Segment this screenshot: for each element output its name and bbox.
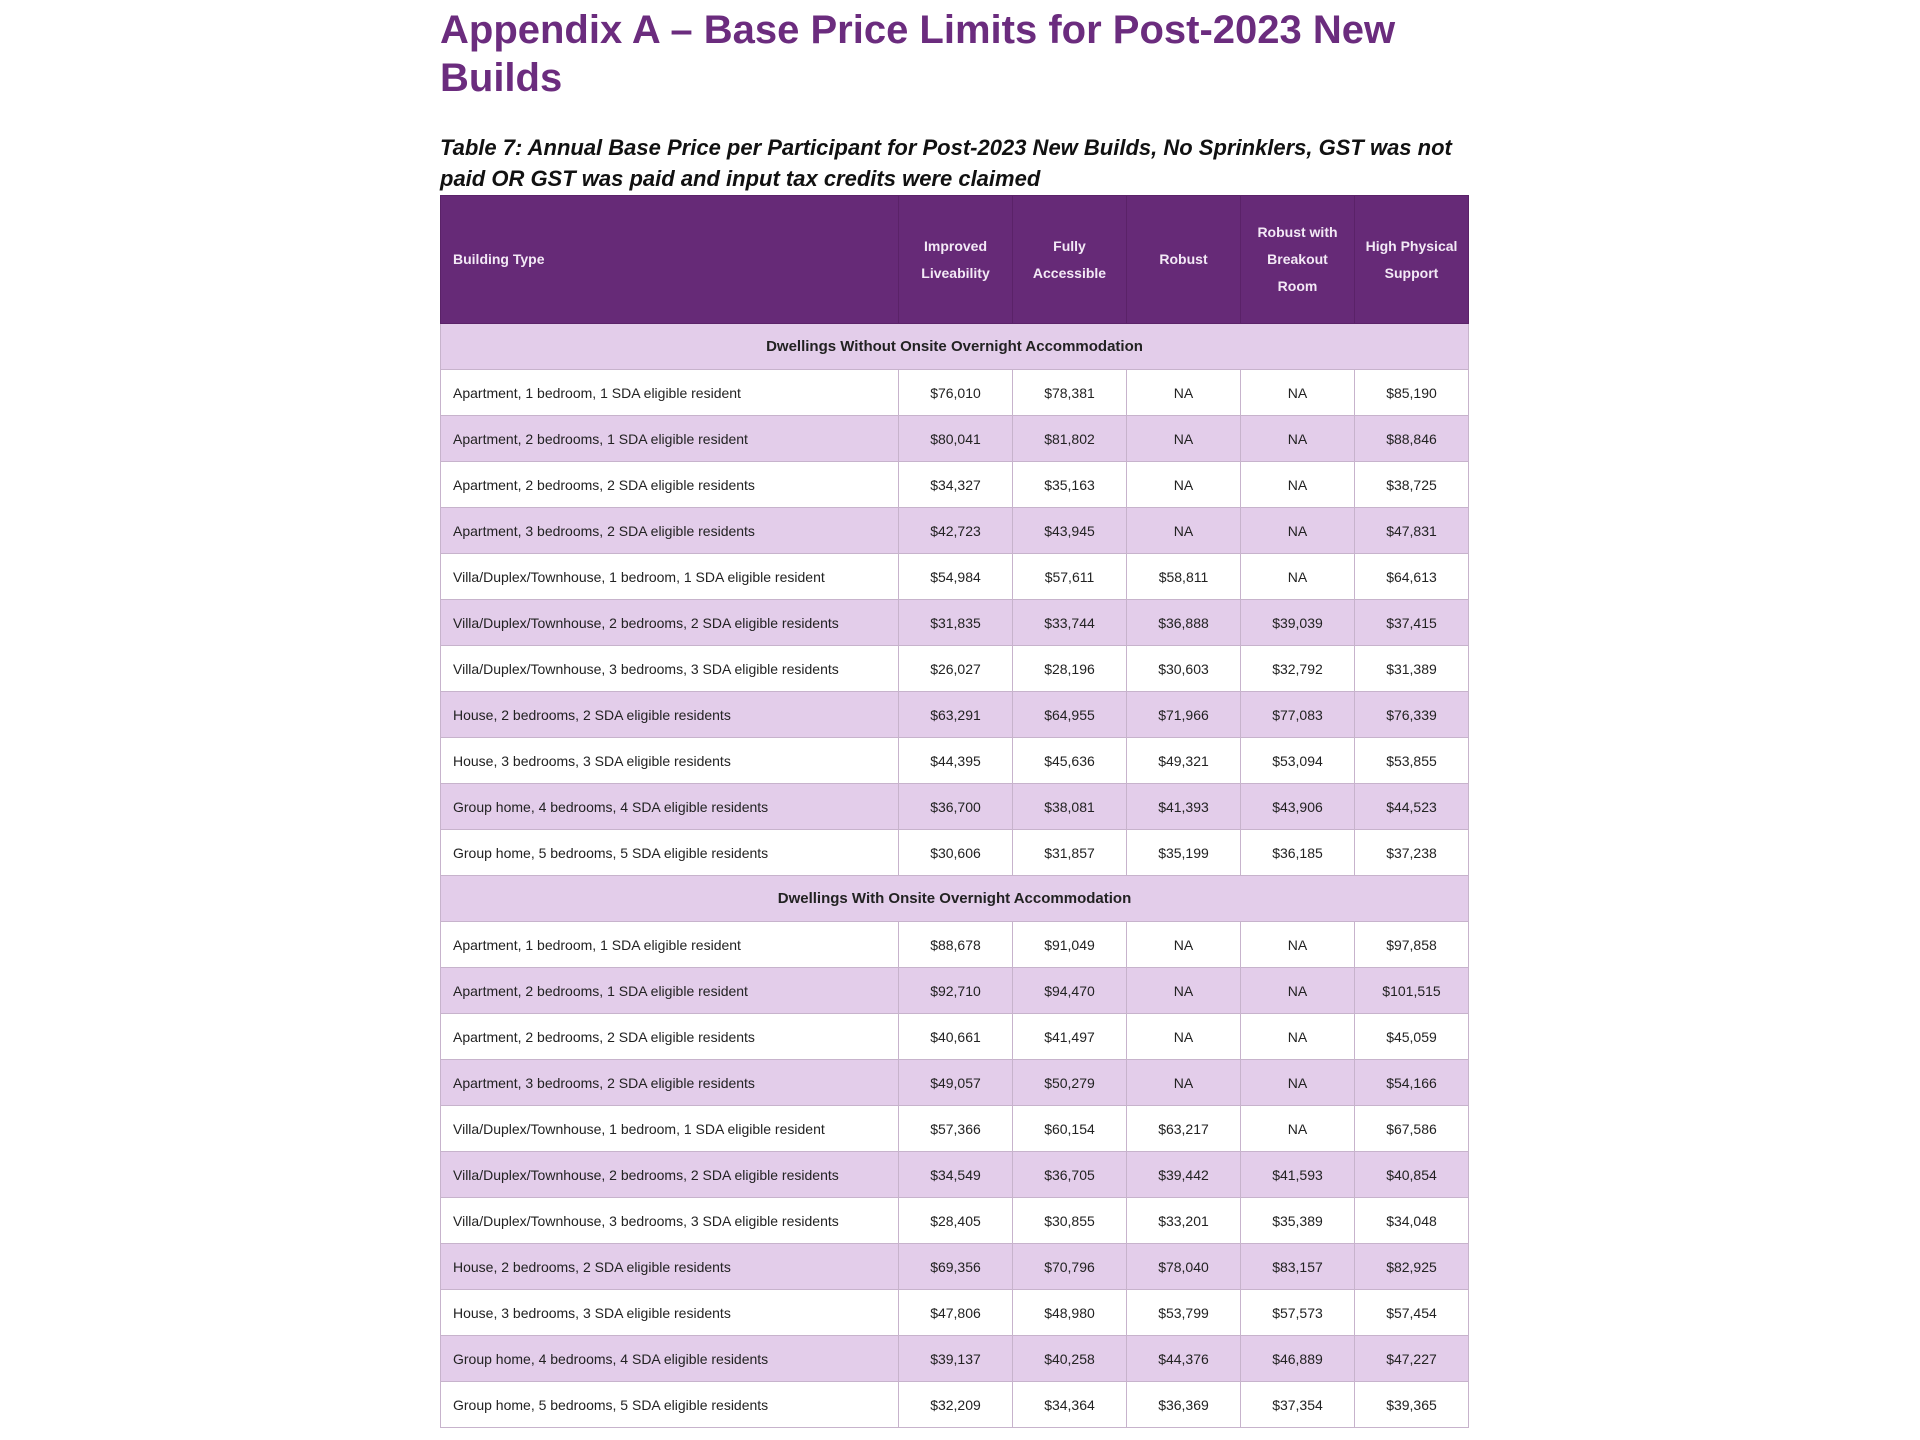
price-cell: $37,354: [1241, 1382, 1355, 1428]
table-row: [441, 1152, 1469, 1198]
price-cell: $45,059: [1355, 1014, 1469, 1060]
table-row: [441, 600, 1469, 646]
price-cell: $33,744: [1013, 600, 1127, 646]
price-cell: $60,154: [1013, 1106, 1127, 1152]
price-cell: NA: [1127, 1014, 1241, 1060]
price-cell: NA: [1127, 462, 1241, 508]
price-cell: $57,454: [1355, 1290, 1469, 1336]
price-cell: $38,081: [1013, 784, 1127, 830]
table-row: [441, 830, 1469, 876]
price-cell: $70,796: [1013, 1244, 1127, 1290]
price-cell: $35,163: [1013, 462, 1127, 508]
price-cell: NA: [1241, 416, 1355, 462]
price-cell: $64,955: [1013, 692, 1127, 738]
price-cell: NA: [1127, 1060, 1241, 1106]
table-row: [441, 784, 1469, 830]
price-cell: $40,258: [1013, 1336, 1127, 1382]
price-cell: $35,199: [1127, 830, 1241, 876]
price-cell: $57,366: [899, 1106, 1013, 1152]
price-cell: $69,356: [899, 1244, 1013, 1290]
table-body: [441, 324, 1469, 1428]
price-cell: $49,321: [1127, 738, 1241, 784]
building-type-cell: Apartment, 3 bedrooms, 2 SDA eligible residents: [441, 508, 899, 554]
price-cell: $36,705: [1013, 1152, 1127, 1198]
price-cell: $58,811: [1127, 554, 1241, 600]
price-cell: NA: [1241, 554, 1355, 600]
table-row: [441, 692, 1469, 738]
price-cell: $53,094: [1241, 738, 1355, 784]
table-row: [441, 738, 1469, 784]
section-title: Dwellings With Onsite Overnight Accommodation: [441, 876, 1469, 922]
price-cell: NA: [1127, 370, 1241, 416]
price-cell: $71,966: [1127, 692, 1241, 738]
table-row: [441, 1014, 1469, 1060]
building-type-cell: House, 3 bedrooms, 3 SDA eligible residents: [441, 738, 899, 784]
table-row: [441, 968, 1469, 1014]
table-row: [441, 1106, 1469, 1152]
price-cell: NA: [1241, 1060, 1355, 1106]
table-row: [441, 646, 1469, 692]
price-cell: $31,835: [899, 600, 1013, 646]
price-cell: $53,799: [1127, 1290, 1241, 1336]
price-cell: $57,573: [1241, 1290, 1355, 1336]
price-cell: NA: [1241, 968, 1355, 1014]
section-header-row: [441, 876, 1469, 922]
price-cell: $35,389: [1241, 1198, 1355, 1244]
price-cell: $41,497: [1013, 1014, 1127, 1060]
price-cell: $44,523: [1355, 784, 1469, 830]
price-cell: $41,593: [1241, 1152, 1355, 1198]
price-cell: $36,700: [899, 784, 1013, 830]
base-price-table: [440, 195, 1469, 1428]
building-type-cell: Group home, 4 bedrooms, 4 SDA eligible residents: [441, 1336, 899, 1382]
building-type-cell: Villa/Duplex/Townhouse, 2 bedrooms, 2 SDA eligible residents: [441, 1152, 899, 1198]
price-cell: $94,470: [1013, 968, 1127, 1014]
price-cell: $92,710: [899, 968, 1013, 1014]
price-cell: $33,201: [1127, 1198, 1241, 1244]
price-cell: $36,888: [1127, 600, 1241, 646]
building-type-cell: Apartment, 2 bedrooms, 2 SDA eligible residents: [441, 462, 899, 508]
building-type-cell: House, 2 bedrooms, 2 SDA eligible residents: [441, 692, 899, 738]
table-row: [441, 922, 1469, 968]
price-cell: NA: [1241, 922, 1355, 968]
table-row: [441, 1382, 1469, 1428]
building-type-cell: Group home, 4 bedrooms, 4 SDA eligible residents: [441, 784, 899, 830]
price-cell: $50,279: [1013, 1060, 1127, 1106]
price-cell: $43,945: [1013, 508, 1127, 554]
table-row: [441, 1290, 1469, 1336]
price-cell: $91,049: [1013, 922, 1127, 968]
price-cell: $81,802: [1013, 416, 1127, 462]
price-cell: NA: [1241, 462, 1355, 508]
price-cell: NA: [1241, 1014, 1355, 1060]
building-type-cell: Villa/Duplex/Townhouse, 1 bedroom, 1 SDA eligible resident: [441, 554, 899, 600]
price-cell: $37,238: [1355, 830, 1469, 876]
price-cell: $63,291: [899, 692, 1013, 738]
price-cell: $101,515: [1355, 968, 1469, 1014]
price-cell: $31,389: [1355, 646, 1469, 692]
price-cell: $45,636: [1013, 738, 1127, 784]
price-cell: NA: [1241, 1106, 1355, 1152]
price-cell: $30,855: [1013, 1198, 1127, 1244]
price-cell: $44,376: [1127, 1336, 1241, 1382]
price-cell: $39,365: [1355, 1382, 1469, 1428]
price-cell: $78,381: [1013, 370, 1127, 416]
header-row: [441, 196, 1469, 324]
price-cell: $80,041: [899, 416, 1013, 462]
table-row: [441, 1336, 1469, 1382]
header-improved-liveability: Improved Liveability: [899, 196, 1013, 324]
price-cell: $97,858: [1355, 922, 1469, 968]
price-cell: $32,792: [1241, 646, 1355, 692]
header-robust: Robust: [1127, 196, 1241, 324]
header-building-type: Building Type: [441, 196, 899, 324]
building-type-cell: Villa/Duplex/Townhouse, 3 bedrooms, 3 SDA eligible residents: [441, 646, 899, 692]
building-type-cell: Apartment, 1 bedroom, 1 SDA eligible resident: [441, 370, 899, 416]
price-cell: $38,725: [1355, 462, 1469, 508]
price-cell: $31,857: [1013, 830, 1127, 876]
price-cell: NA: [1241, 370, 1355, 416]
price-cell: NA: [1127, 968, 1241, 1014]
price-cell: $34,549: [899, 1152, 1013, 1198]
price-cell: NA: [1127, 508, 1241, 554]
price-cell: $47,806: [899, 1290, 1013, 1336]
table-row: [441, 554, 1469, 600]
building-type-cell: Group home, 5 bedrooms, 5 SDA eligible residents: [441, 1382, 899, 1428]
price-cell: $39,039: [1241, 600, 1355, 646]
table-header: [441, 196, 1469, 324]
section-title: Dwellings Without Onsite Overnight Accommodation: [441, 324, 1469, 370]
price-cell: $28,405: [899, 1198, 1013, 1244]
section-header-row: [441, 324, 1469, 370]
price-cell: $32,209: [899, 1382, 1013, 1428]
price-cell: $34,364: [1013, 1382, 1127, 1428]
price-cell: $63,217: [1127, 1106, 1241, 1152]
price-cell: NA: [1241, 508, 1355, 554]
price-cell: $26,027: [899, 646, 1013, 692]
building-type-cell: Apartment, 2 bedrooms, 1 SDA eligible resident: [441, 416, 899, 462]
price-cell: $34,048: [1355, 1198, 1469, 1244]
price-cell: $53,855: [1355, 738, 1469, 784]
price-cell: $30,606: [899, 830, 1013, 876]
table-row: [441, 1244, 1469, 1290]
price-cell: NA: [1127, 416, 1241, 462]
price-cell: $88,678: [899, 922, 1013, 968]
price-cell: $77,083: [1241, 692, 1355, 738]
price-cell: $64,613: [1355, 554, 1469, 600]
header-high-physical-support: High Physical Support: [1355, 196, 1469, 324]
price-cell: $44,395: [899, 738, 1013, 784]
building-type-cell: Group home, 5 bedrooms, 5 SDA eligible residents: [441, 830, 899, 876]
header-robust-breakout-room: Robust with Breakout Room: [1241, 196, 1355, 324]
price-cell: $88,846: [1355, 416, 1469, 462]
price-cell: $40,661: [899, 1014, 1013, 1060]
price-cell: $48,980: [1013, 1290, 1127, 1336]
price-cell: $39,137: [899, 1336, 1013, 1382]
price-cell: $76,339: [1355, 692, 1469, 738]
price-cell: $67,586: [1355, 1106, 1469, 1152]
price-cell: $54,166: [1355, 1060, 1469, 1106]
building-type-cell: House, 3 bedrooms, 3 SDA eligible residents: [441, 1290, 899, 1336]
price-cell: $47,831: [1355, 508, 1469, 554]
price-cell: $78,040: [1127, 1244, 1241, 1290]
price-cell: $36,369: [1127, 1382, 1241, 1428]
header-fully-accessible: Fully Accessible: [1013, 196, 1127, 324]
price-cell: $82,925: [1355, 1244, 1469, 1290]
price-cell: $42,723: [899, 508, 1013, 554]
price-cell: $40,854: [1355, 1152, 1469, 1198]
table-row: [441, 508, 1469, 554]
table-row: [441, 1060, 1469, 1106]
price-cell: NA: [1127, 922, 1241, 968]
table-caption: Table 7: Annual Base Price per Participant for Post-2023 New Builds, No Sprinklers, GST was not paid OR GST was paid and input tax credits were claimed: [440, 135, 1452, 191]
price-cell: $46,889: [1241, 1336, 1355, 1382]
table-row: [441, 462, 1469, 508]
building-type-cell: Villa/Duplex/Townhouse, 3 bedrooms, 3 SDA eligible residents: [441, 1198, 899, 1244]
building-type-cell: Apartment, 2 bedrooms, 1 SDA eligible resident: [441, 968, 899, 1014]
price-cell: $39,442: [1127, 1152, 1241, 1198]
price-cell: $57,611: [1013, 554, 1127, 600]
price-cell: $54,984: [899, 554, 1013, 600]
building-type-cell: Apartment, 2 bedrooms, 2 SDA eligible residents: [441, 1014, 899, 1060]
table-row: [441, 370, 1469, 416]
building-type-cell: Apartment, 3 bedrooms, 2 SDA eligible residents: [441, 1060, 899, 1106]
price-cell: $36,185: [1241, 830, 1355, 876]
table-row: [441, 416, 1469, 462]
building-type-cell: Apartment, 1 bedroom, 1 SDA eligible resident: [441, 922, 899, 968]
building-type-cell: Villa/Duplex/Townhouse, 1 bedroom, 1 SDA eligible resident: [441, 1106, 899, 1152]
building-type-cell: Villa/Duplex/Townhouse, 2 bedrooms, 2 SDA eligible residents: [441, 600, 899, 646]
building-type-cell: House, 2 bedrooms, 2 SDA eligible residents: [441, 1244, 899, 1290]
price-cell: $47,227: [1355, 1336, 1469, 1382]
price-cell: $41,393: [1127, 784, 1241, 830]
price-cell: $28,196: [1013, 646, 1127, 692]
price-cell: $37,415: [1355, 600, 1469, 646]
page-title: Appendix A – Base Price Limits for Post-2023 New Builds: [440, 8, 1396, 100]
price-cell: $34,327: [899, 462, 1013, 508]
price-cell: $76,010: [899, 370, 1013, 416]
price-cell: $85,190: [1355, 370, 1469, 416]
price-cell: $83,157: [1241, 1244, 1355, 1290]
price-cell: $30,603: [1127, 646, 1241, 692]
price-cell: $43,906: [1241, 784, 1355, 830]
table-row: [441, 1198, 1469, 1244]
price-cell: $49,057: [899, 1060, 1013, 1106]
